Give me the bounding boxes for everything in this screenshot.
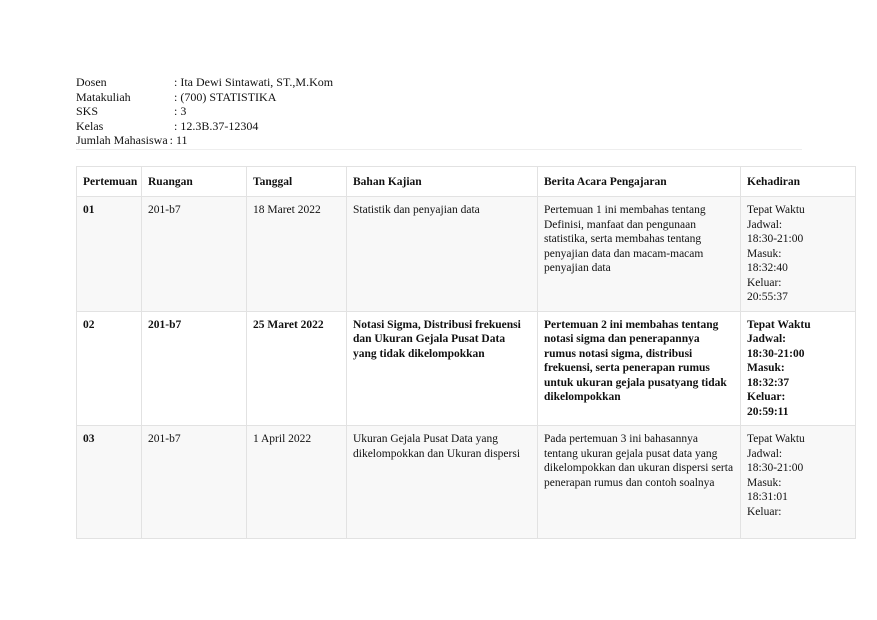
attendance-status: Tepat Waktu: [747, 318, 811, 331]
attendance-keluar-value: 20:55:37: [747, 291, 788, 303]
info-value: : 12.3B.37-12304: [174, 118, 259, 133]
cell-kehadiran: [741, 197, 856, 312]
cell-bahan-kajian: Ukuran Gejala Pusat Data yang dikelompokkan dan Ukuran dispersi: [347, 426, 538, 539]
info-row-matakuliah: [76, 90, 333, 105]
cell-tanggal: 25 Maret 2022: [247, 311, 347, 426]
info-label: Jumlah Mahasiswa: [76, 133, 168, 147]
header-kehadiran: Kehadiran: [741, 167, 856, 197]
cell-kehadiran: [741, 426, 856, 539]
attendance-keluar-label: Keluar:: [747, 391, 786, 403]
attendance-masuk-value: 18:32:40: [747, 262, 788, 274]
cell-tanggal: 1 April 2022: [247, 426, 347, 539]
header-berita-acara: Berita Acara Pengajaran: [538, 167, 741, 197]
header-tanggal: Tanggal: [247, 167, 347, 197]
info-row-sks: [76, 104, 333, 119]
info-label: Matakuliah: [76, 89, 131, 104]
cell-berita-acara: Pada pertemuan 3 ini bahasannya tentang ukuran gejala pusat data yang dikelompokkan dan ukuran dispersi serta penerapan rumus dan contoh soalnya: [538, 426, 741, 539]
table-row: [77, 311, 856, 426]
cell-ruangan: 201-b7: [142, 426, 247, 539]
table-row: [77, 197, 856, 312]
attendance-jadwal-value: 18:30-21:00: [747, 462, 804, 474]
header-bahan-kajian: Bahan Kajian: [347, 167, 538, 197]
cell-pertemuan: 02: [77, 311, 142, 426]
info-label: Dosen: [76, 75, 107, 89]
cell-pertemuan: 01: [77, 197, 142, 312]
attendance-masuk-label: Masuk:: [747, 247, 782, 260]
course-info: [76, 75, 333, 148]
cell-tanggal: 18 Maret 2022: [247, 197, 347, 312]
info-value: : 3: [174, 104, 187, 118]
cell-berita-acara: Pertemuan 1 ini membahas tentang Definisi, manfaat dan pengunaan statistika, serta membahas tentang penyajian data dan macam-macam penyajian data: [538, 197, 741, 312]
cell-bahan-kajian: Notasi Sigma, Distribusi frekuensi dan Ukuran Gejala Pusat Data yang tidak dikelompokkan: [347, 311, 538, 426]
cell-ruangan: 201-b7: [142, 197, 247, 312]
table-row: [77, 426, 856, 539]
info-value: : (700) STATISTIKA: [174, 89, 277, 104]
info-row-dosen: [76, 75, 333, 90]
info-row-kelas: [76, 119, 333, 134]
attendance-jadwal-label: Jadwal:: [747, 333, 786, 345]
cell-berita-acara: Pertemuan 2 ini membahas tentang notasi sigma dan penerapannya rumus notasi sigma, distribusi frekuensi, serta penerapan rumus untuk ukuran gejala pusatyang tidak dikelompokkan: [538, 311, 741, 426]
cell-kehadiran: [741, 311, 856, 426]
schedule-table: [76, 166, 856, 539]
attendance-status: Tepat Waktu: [747, 433, 805, 445]
cell-bahan-kajian: Statistik dan penyajian data: [347, 197, 538, 312]
info-label: Kelas: [76, 118, 104, 133]
cell-pertemuan: 03: [77, 426, 142, 539]
header-ruangan: Ruangan: [142, 167, 247, 197]
info-value: : 11: [169, 133, 188, 147]
attendance-masuk-value: 18:31:01: [747, 491, 788, 503]
attendance-status: Tepat Waktu: [747, 204, 805, 216]
info-value: : Ita Dewi Sintawati, ST.,M.Kom: [174, 75, 334, 89]
attendance-keluar-label: Keluar:: [747, 276, 782, 289]
info-row-jumlah-mahasiswa: [76, 133, 333, 148]
attendance-masuk-label: Masuk:: [747, 476, 782, 489]
divider: [76, 149, 802, 150]
attendance-keluar-label: Keluar:: [747, 505, 782, 518]
attendance-masuk-value: 18:32:37: [747, 376, 790, 389]
cell-ruangan: 201-b7: [142, 311, 247, 426]
table-header-row: [77, 167, 856, 197]
info-label: SKS: [76, 104, 99, 118]
attendance-jadwal-value: 18:30-21:00: [747, 347, 805, 360]
attendance-masuk-label: Masuk:: [747, 362, 785, 374]
header-pertemuan: Pertemuan: [77, 167, 142, 197]
attendance-keluar-value: 20:59:11: [747, 405, 789, 418]
attendance-jadwal-value: 18:30-21:00: [747, 233, 804, 245]
attendance-jadwal-label: Jadwal:: [747, 447, 783, 460]
attendance-jadwal-label: Jadwal:: [747, 218, 783, 231]
